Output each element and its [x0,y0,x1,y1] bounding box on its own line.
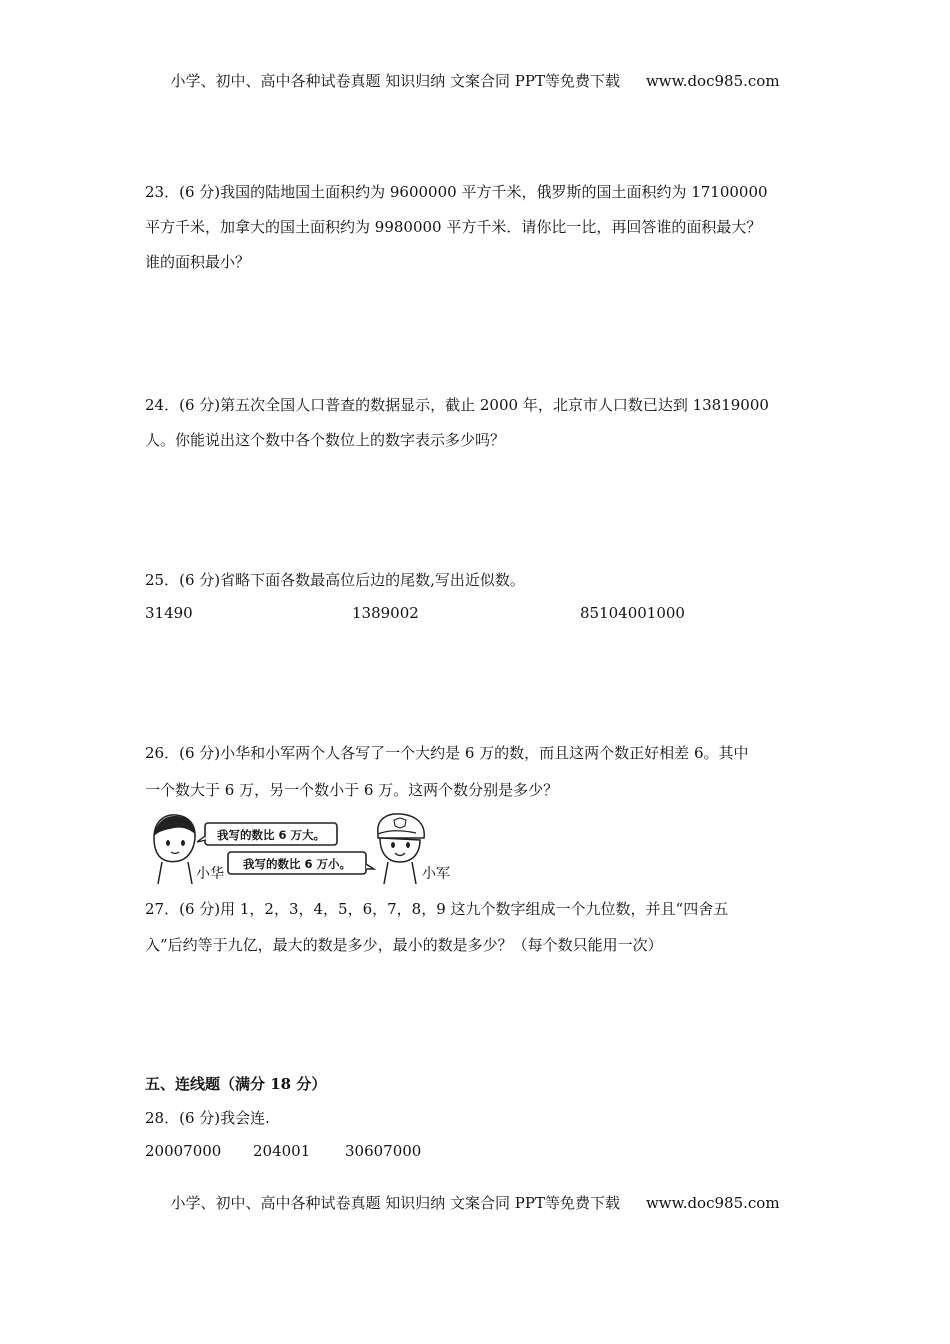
q26-line-2: 一个数大于 6 万，另一个数小于 6 万。这两个数分别是多少？ [145,781,559,799]
q23-line-3: 谁的面积最小？ [145,253,251,271]
header-site[interactable]: www.doc985.com [645,72,780,90]
name-xiaojun: 小军 [422,866,450,882]
q23-line-2: 平方千米，加拿大的国土面积约为 9980000 平方千米．请你比一比，再回答谁的面积最大？ [145,218,762,236]
q26-illustration [150,812,450,884]
q25-number-1: 31490 [145,604,193,622]
q24-line-2: 人。你能说出这个数中各个数位上的数字表示多少吗？ [145,431,506,449]
q27-line-2: 入”后约等于九亿，最大的数是多少，最小的数是多少？（每个数只能用一次） [145,936,663,954]
section-5-title: 五、连线题（满分 18 分） [145,1075,327,1093]
name-xiaohua: 小华 [196,866,224,882]
xiaojun-figure [378,814,425,884]
q27-line-1: 27．(6 分)用 1，2，3，4，5，6，7，8，9 这九个数字组成一个九位数，并且“四舍五 [145,900,729,918]
q24-line-1: 24．(6 分)第五次全国人口普查的数据显示，截止 2000 年，北京市人口数已达到 13819000 [145,396,769,414]
footer-text: 小学、初中、高中各种试卷真题 知识归纳 文案合同 PPT等免费下载 [170,1194,620,1212]
footer-site[interactable]: www.doc985.com [645,1194,780,1212]
q28-number-1: 20007000 [145,1142,222,1160]
q25-number-2: 1389002 [352,604,419,622]
q26-line-1: 26．(6 分)小华和小军两个人各写了一个大约是 6 万的数，而且这两个数正好相差 6。其中 [145,744,749,762]
q25-number-3: 85104001000 [580,604,685,622]
q25-line-1: 25．(6 分)省略下面各数最高位后边的尾数,写出近似数。 [145,571,525,589]
speech-bubble-1 [197,823,337,845]
page-footer [0,1192,950,1213]
header-text: 小学、初中、高中各种试卷真题 知识归纳 文案合同 PPT等免费下载 [170,72,620,90]
q28-line-1: 28．(6 分)我会连. [145,1109,270,1127]
xiaohua-figure [154,815,195,884]
q23-line-1: 23．(6 分)我国的陆地国土面积约为 9600000 平方千米，俄罗斯的国土面积约为 17100000 [145,183,768,201]
q28-number-2: 204001 [253,1142,311,1160]
page-header [0,70,950,91]
q28-number-3: 30607000 [345,1142,422,1160]
speech-bubble-2 [228,852,374,874]
bubble-1-text: 我写的数比 6 万大。 [216,828,326,842]
bubble-2-text: 我写的数比 6 万小。 [242,857,352,871]
